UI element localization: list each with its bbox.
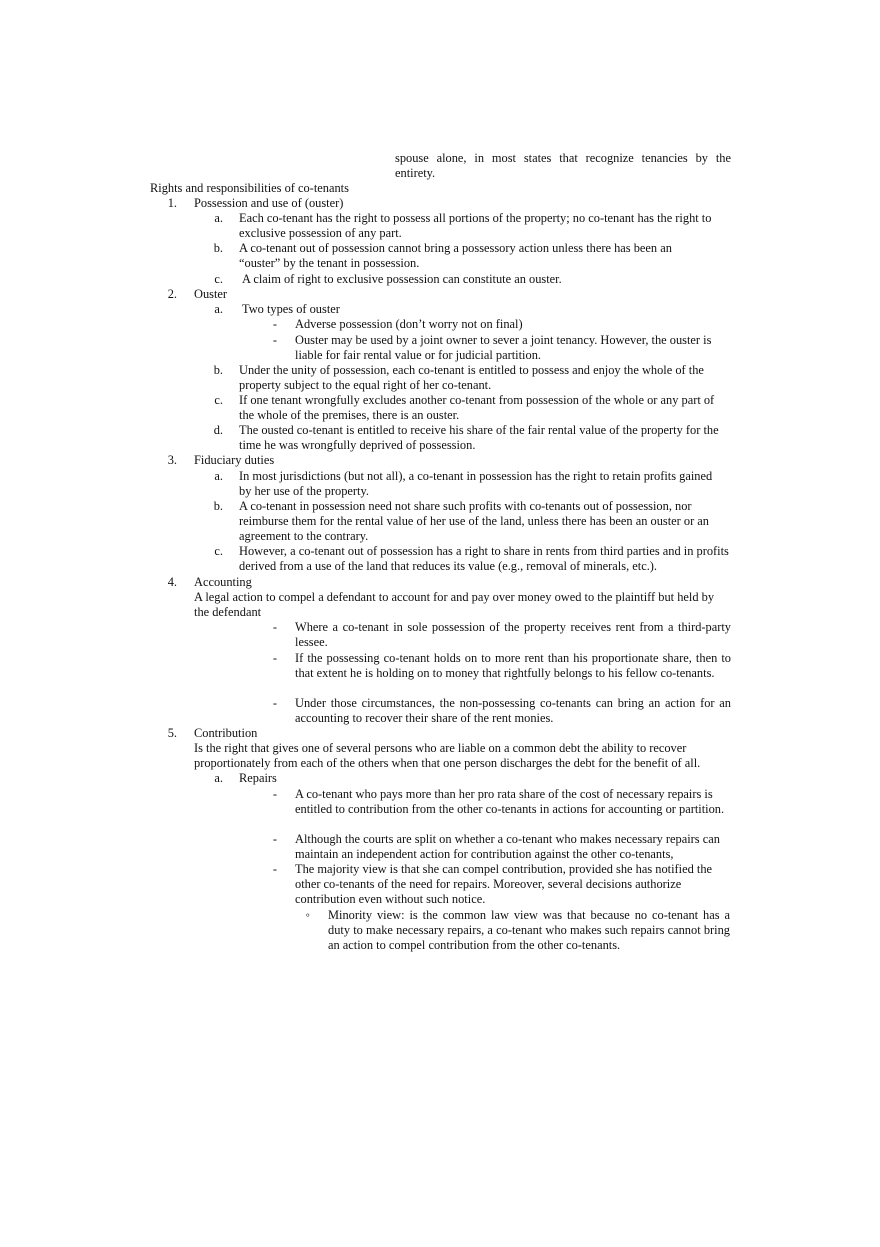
list-marker: a. — [214, 771, 223, 785]
bullet-marker: - — [272, 317, 277, 331]
list-item-text: If one tenant wrongfully excludes another co-tenant from possession of the whole or any part of the whole of the premises, there is an ouster. — [239, 393, 715, 422]
bullet-marker: - — [272, 620, 277, 634]
bullet-text: Under those circumstances, the non-possessing co-tenants can bring an action for an accounting to recover their share of the rent monies. — [295, 696, 731, 725]
list-item-text: Repairs — [239, 771, 277, 785]
bullet-marker: - — [272, 862, 277, 876]
list-marker: a. — [214, 211, 223, 225]
list-item-text: A claim of right to exclusive possession can constitute an ouster. — [242, 272, 562, 286]
list-item-text: A co-tenant out of possession cannot bring a possessory action unless there has been an “ouster” by the tenant in possession. — [239, 241, 672, 270]
bullet-marker: - — [272, 787, 277, 801]
list-item-text: Under the unity of possession, each co-tenant is entitled to possess and enjoy the whole of the property subject to the equal right of her co-tenant. — [239, 363, 704, 392]
continuation-line: spouse alone, in most states that recognize tenancies by the — [395, 151, 731, 165]
bullet-marker: - — [272, 333, 277, 347]
bullet-marker: - — [272, 832, 277, 846]
sub-bullet-marker: ◦ — [305, 908, 310, 922]
definition-text: A legal action to compel a defendant to account for and pay over money owed to the plaintiff but held by the defendant — [194, 590, 715, 619]
bullet-marker: - — [272, 696, 277, 710]
bullet-text: Adverse possession (don’t worry not on final) — [295, 317, 523, 331]
definition-text: Is the right that gives one of several persons who are liable on a common debt the ability to recover proportionately from each of the others when that one person discharges the debt for the benefit of all. — [194, 741, 701, 770]
bullet-text: Although the courts are split on whether a co-tenant who makes necessary repairs can maintain an independent action for contribution against the other co-tenants, — [295, 832, 720, 861]
list-number: 2. — [167, 287, 177, 301]
list-marker: c. — [214, 544, 223, 558]
list-item-text: In most jurisdictions (but not all), a co-tenant in possession has the right to retain profits gained by her use of the property. — [239, 469, 713, 498]
list-marker: b. — [213, 241, 223, 255]
bullet-text: Ouster may be used by a joint owner to sever a joint tenancy. However, the ouster is liable for fair rental value or for judicial partition. — [295, 333, 712, 362]
section-heading: Ouster — [194, 287, 228, 301]
continuation-paragraph — [395, 151, 731, 181]
list-item-text: The ousted co-tenant is entitled to receive his share of the fair rental value of the property for the time he was wrongfully deprived of possession. — [239, 423, 719, 452]
section-heading: Fiduciary duties — [194, 453, 275, 467]
bullet-text: The majority view is that she can compel contribution, provided she has notified the other co-tenants of the need for repairs. Moreover, several decisions authorize contribution even without such notice. — [295, 862, 713, 906]
list-number: 3. — [167, 453, 177, 467]
bullet-marker: - — [272, 651, 277, 665]
sub-bullet-text: Minority view: is the common law view was that because no co-tenant has a duty to make necessary repairs, a co-tenant who makes such repairs cannot bring an action to compel contribution from the other co-tenants. — [328, 908, 730, 952]
list-number: 5. — [167, 726, 177, 740]
continuation-line: entirety. — [395, 166, 436, 180]
section-heading: Accounting — [194, 575, 252, 589]
list-marker: d. — [213, 423, 223, 437]
bullet-text: If the possessing co-tenant holds on to more rent than his proportionate share, then to that extent he is holding on to money that rightfully belongs to his fellow co-tenants. — [295, 651, 731, 680]
list-number: 4. — [167, 575, 177, 589]
bullet-text: A co-tenant who pays more than her pro rata share of the cost of necessary repairs is entitled to contribution from the other co-tenants in actions for accounting or partition. — [295, 787, 725, 816]
list-item-text: However, a co-tenant out of possession has a right to share in rents from third parties and in profits derived from a use of the land that reduces its value (e.g., removal of minerals, etc.). — [239, 544, 729, 573]
list-item-text: Two types of ouster — [242, 302, 340, 316]
list-marker: b. — [213, 499, 223, 513]
list-number: 1. — [167, 196, 177, 210]
list-marker: b. — [213, 363, 223, 377]
list-item-text: Each co-tenant has the right to possess all portions of the property; no co-tenant has the right to exclusive possession of any part. — [239, 211, 712, 240]
list-marker: a. — [214, 469, 223, 483]
list-marker: c. — [214, 393, 223, 407]
section-heading: Contribution — [194, 726, 258, 740]
list-item-text: A co-tenant in possession need not share such profits with co-tenants out of possession, nor reimburse them for the rental value of her use of the land, unless there has been an ouster or an agreement to the contrary. — [239, 499, 709, 543]
list-marker: a. — [214, 302, 223, 316]
section-title: Rights and responsibilities of co-tenants — [150, 181, 349, 195]
list-marker: c. — [214, 272, 223, 286]
section-heading: Possession and use of (ouster) — [194, 196, 344, 210]
bullet-text: Where a co-tenant in sole possession of the property receives rent from a third-party lessee. — [295, 620, 731, 649]
